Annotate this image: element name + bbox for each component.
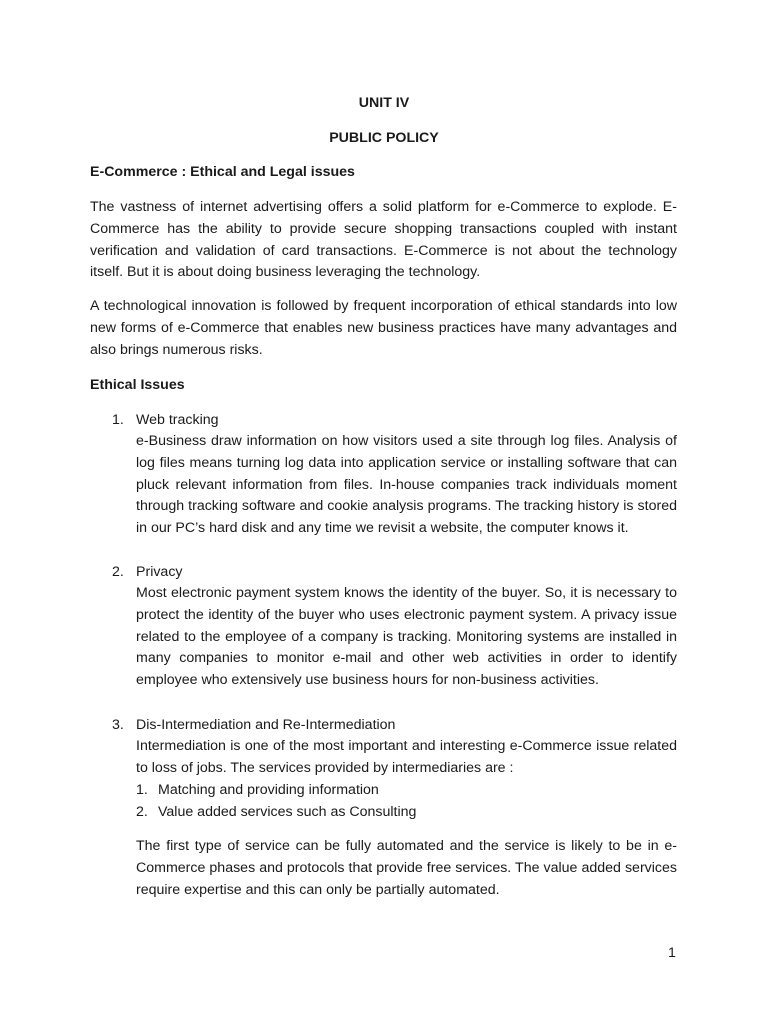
page-number: 1 <box>668 945 676 961</box>
item-closing-intermediation: The first type of service can be fully automated and the service is likely to be in e-Commerce phases and protocols that provide free services. The value added services require expertise and this can only be partially automated. <box>136 838 677 898</box>
item-title-privacy: Privacy <box>136 564 183 580</box>
sublist-item: Matching and providing information <box>158 782 379 798</box>
innovation-paragraph: A technological innovation is followed by frequent incorporation of ethical standards into low new forms of e-Commerce that enables new business practices have many advantages and also brings numerous risks. <box>90 298 677 358</box>
intro-paragraph: The vastness of internet advertising offers a solid platform for e-Commerce to explode. E-Commerce has the ability to provide secure shopping transactions coupled with instant verification and validation of card transactions. E-Commerce is not about the technology itself. But it is about doing business leveraging the technology. <box>90 199 677 281</box>
list-number: 2. <box>112 564 124 580</box>
item-body-intermediation: Intermediation is one of the most important and interesting e-Commerce issue related to loss of jobs. The services provided by intermediaries are : <box>136 738 677 776</box>
unit-heading: UNIT IV <box>358 95 410 111</box>
item-body-privacy: Most electronic payment system knows the identity of the buyer. So, it is necessary to protect the identity of the buyer who uses electronic payment system. A privacy issue related to the employee of a company is tracking. Monitoring systems are installed in many companies to monitor e-mail and other web activities in order to identify employee who extensively use business hours for non-business activities. <box>136 585 677 689</box>
sublist-number: 2. <box>136 804 148 820</box>
sublist-item: Value added services such as Consulting <box>158 804 417 820</box>
list-number: 1. <box>112 412 124 428</box>
item-body-web-tracking: e-Business draw information on how visitors used a site through log files. Analysis of log files means turning log data into application service or installing software that can pluck relevant information from files. In-house companies track individuals moment through tracking software and cookie analysis programs. The tracking history is stored in our PC’s hard disk and any time we revisit a website, the computer knows it. <box>136 433 677 537</box>
item-title-web-tracking: Web tracking <box>136 412 219 428</box>
list-number: 3. <box>112 717 124 733</box>
item-title-intermediation: Dis-Intermediation and Re-Intermediation <box>136 717 396 733</box>
section-heading-ecommerce: E-Commerce : Ethical and Legal issues <box>90 164 355 180</box>
section-heading-ethical-issues: Ethical Issues <box>90 377 185 393</box>
sublist-number: 1. <box>136 782 148 798</box>
page-title: PUBLIC POLICY <box>329 130 439 146</box>
